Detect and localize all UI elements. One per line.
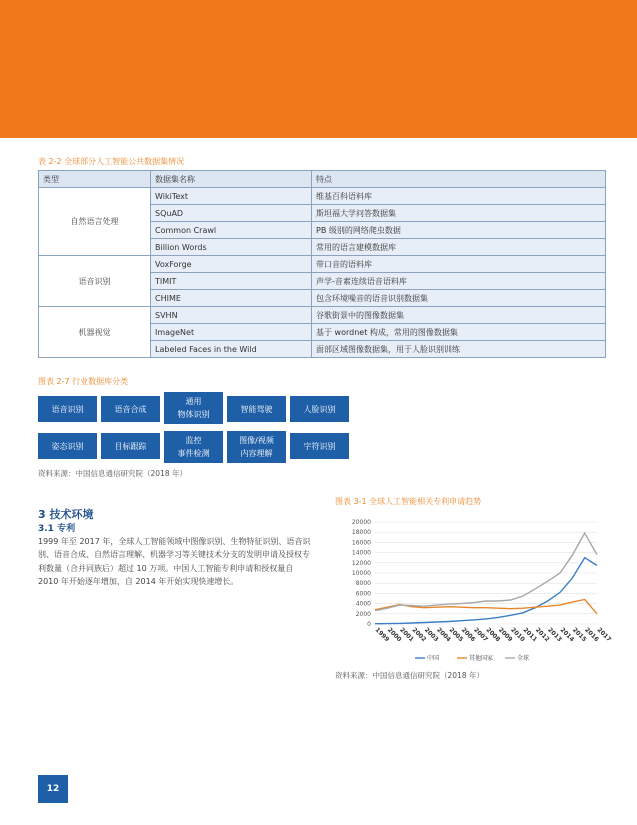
- dataset-name-cell: WikiText: [151, 188, 312, 205]
- dataset-feature-cell: 带口音的语料库: [312, 256, 606, 273]
- x-tick-label: 2006: [459, 626, 477, 644]
- dataset-name-cell: SVHN: [151, 307, 312, 324]
- category-tile: 字符识别: [290, 433, 349, 459]
- dataset-feature-cell: 常用的语言建模数据库: [312, 239, 606, 256]
- y-tick-label: 12000: [351, 559, 371, 567]
- category-tile: 语音识别: [38, 396, 97, 422]
- x-tick-label: 2012: [533, 626, 551, 644]
- source-note-1: 资料来源：中国信息通信研究院（2018 年）: [38, 469, 187, 478]
- category-tile: 目标跟踪: [101, 433, 160, 459]
- x-tick-label: 2013: [546, 626, 564, 644]
- dataset-name-cell: ImageNet: [151, 324, 312, 341]
- x-tick-label: 2008: [484, 626, 502, 644]
- subsection-title: 3.1 专利: [38, 524, 76, 534]
- x-tick-label: 2002: [410, 626, 428, 644]
- legend-label: 中国: [427, 655, 440, 662]
- page-number: 12: [38, 775, 68, 803]
- dataset-name-cell: Labeled Faces in the Wild: [151, 341, 312, 358]
- dataset-name-cell: VoxForge: [151, 256, 312, 273]
- dataset-name-cell: SQuAD: [151, 205, 312, 222]
- dataset-feature-cell: 声学-音素连续语音语料库: [312, 273, 606, 290]
- chart-caption: 图表 3-1 全球人工智能相关专利申请趋势: [335, 497, 482, 506]
- x-tick-label: 2007: [472, 626, 490, 644]
- section-title: 3 技术环境: [38, 508, 94, 521]
- y-tick-label: 16000: [351, 539, 371, 547]
- x-tick-label: 2014: [558, 626, 576, 644]
- dataset-feature-cell: 面部区域图像数据集，用于人脸识别训练: [312, 341, 606, 358]
- y-tick-label: 20000: [351, 519, 371, 526]
- dataset-name-cell: CHIME: [151, 290, 312, 307]
- x-tick-label: 2004: [435, 626, 453, 644]
- category-cell: 机器视觉: [39, 307, 151, 358]
- category-tile: 通用 物体识别: [164, 392, 223, 424]
- x-tick-label: 2010: [509, 626, 527, 644]
- category-tile: 智能驾驶: [227, 396, 286, 422]
- figure-caption: 图表 2-7 行业数据库分类: [38, 377, 129, 386]
- x-tick-label: 2000: [385, 626, 403, 644]
- category-cell: 语音识别: [39, 256, 151, 307]
- body-paragraph: 1999 年至 2017 年，全球人工智能领域中图像识别、生物特征识别、语音识别、语音合成、自然语言理解、机器学习等关键技术分支的发明申请及授权专利数量（合并同族后）超过 10 万项。中国人工智能专利申请和授权量自 2010 年开始逐年增加，自 2014 年开始实现快速增长。: [38, 537, 311, 586]
- category-tile: 监控 事件检测: [164, 431, 223, 463]
- header-dataset-name: 数据集名称: [151, 171, 312, 188]
- dataset-feature-cell: 包含环境噪音的语音识别数据集: [312, 290, 606, 307]
- y-tick-label: 2000: [355, 610, 371, 618]
- patent-trend-chart: [335, 512, 613, 672]
- header-banner: [0, 0, 637, 138]
- x-tick-label: 2003: [422, 626, 440, 644]
- table-header-row: [39, 171, 606, 188]
- dataset-feature-cell: PB 级别的网络爬虫数据: [312, 222, 606, 239]
- dataset-feature-cell: 维基百科语料库: [312, 188, 606, 205]
- table-row: [39, 188, 606, 205]
- y-tick-label: 10000: [351, 570, 371, 577]
- table-caption: 表 2-2 全球部分人工智能公共数据集情况: [38, 157, 185, 166]
- y-tick-label: 0: [367, 621, 371, 628]
- dataset-feature-cell: 基于 wordnet 构成，常用的图像数据集: [312, 324, 606, 341]
- table-row: [39, 256, 606, 273]
- y-tick-label: 8000: [355, 580, 371, 588]
- source-note-2: 资料来源：中国信息通信研究院（2018 年）: [335, 671, 484, 680]
- dataset-name-cell: Common Crawl: [151, 222, 312, 239]
- x-tick-label: 1999: [373, 626, 391, 644]
- x-tick-label: 2011: [521, 626, 539, 644]
- x-tick-label: 2017: [595, 626, 613, 644]
- dataset-name-cell: TIMIT: [151, 273, 312, 290]
- dataset-table: [38, 170, 606, 358]
- y-tick-label: 18000: [351, 529, 371, 537]
- header-feature: 特点: [312, 171, 606, 188]
- series-line: [375, 533, 597, 611]
- x-tick-label: 2015: [570, 626, 588, 644]
- table-row: [39, 307, 606, 324]
- category-tile: 图像/视频 内容理解: [227, 431, 286, 463]
- legend-label: 全球: [517, 655, 530, 662]
- dataset-feature-cell: 谷歌街景中的图像数据集: [312, 307, 606, 324]
- header-type: 类型: [39, 171, 151, 188]
- x-tick-label: 2016: [583, 626, 601, 644]
- category-tile: 人脸识别: [290, 396, 349, 422]
- category-tile: 姿态识别: [38, 433, 97, 459]
- category-tile: 语音合成: [101, 396, 160, 422]
- y-tick-label: 4000: [355, 600, 371, 608]
- y-tick-label: 14000: [351, 549, 371, 557]
- y-tick-label: 6000: [355, 590, 371, 598]
- dataset-feature-cell: 斯坦福大学问答数据集: [312, 205, 606, 222]
- x-tick-label: 2001: [398, 626, 416, 644]
- x-tick-label: 2005: [447, 626, 465, 644]
- legend-label: 其他国家: [469, 655, 494, 662]
- dataset-name-cell: Billion Words: [151, 239, 312, 256]
- category-cell: 自然语言处理: [39, 188, 151, 256]
- x-tick-label: 2009: [496, 626, 514, 644]
